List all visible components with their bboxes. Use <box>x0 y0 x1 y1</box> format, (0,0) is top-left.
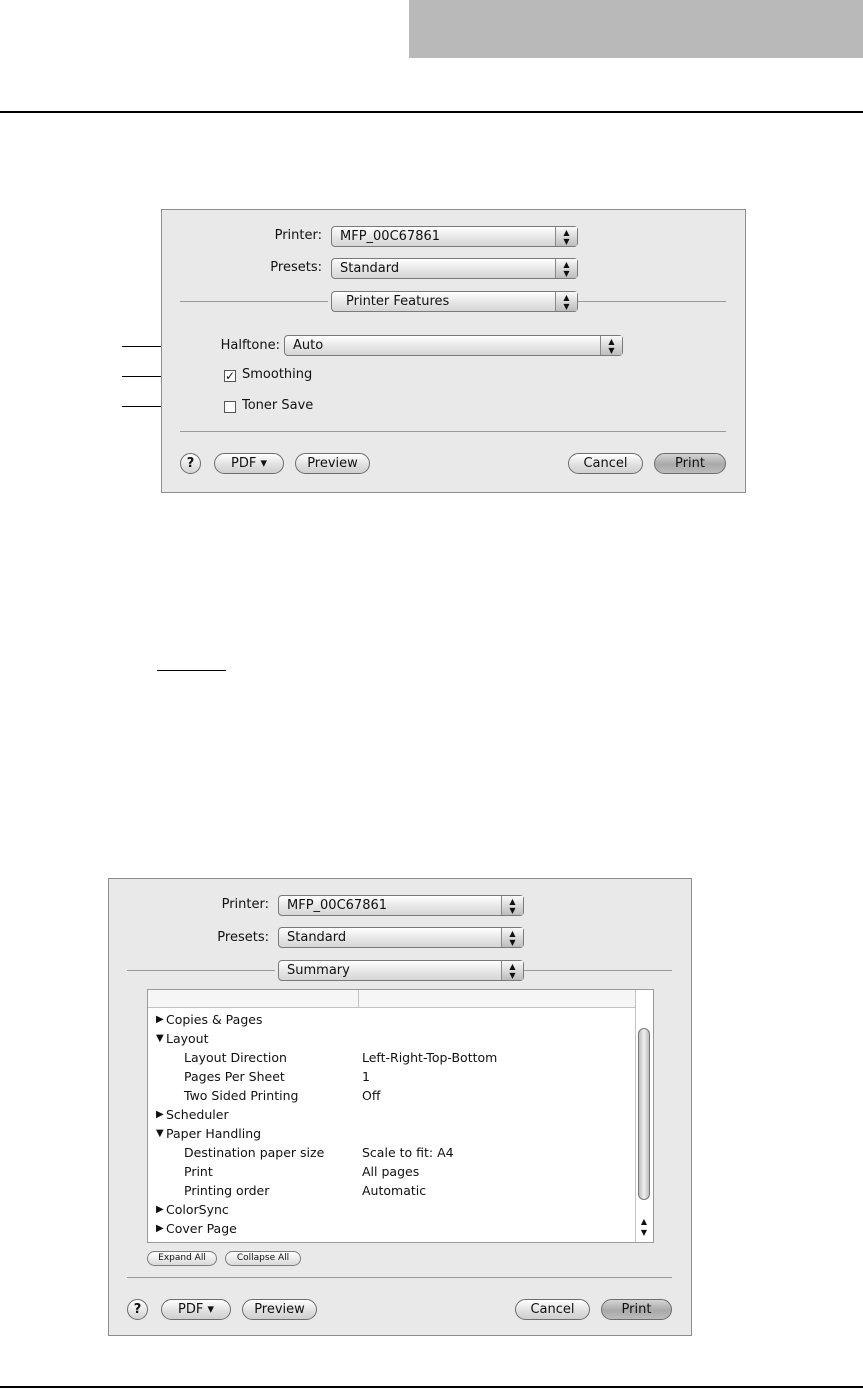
summary-row-label: Print <box>184 1164 213 1179</box>
summary-row-value: All pages <box>362 1164 420 1179</box>
summary-row-value: Automatic <box>362 1183 427 1198</box>
summary-row-label: Scheduler <box>166 1107 229 1122</box>
summary-row-value: Left-Right-Top-Bottom <box>362 1050 498 1065</box>
smoothing-label: Smoothing <box>242 367 313 382</box>
toner-save-label: Toner Save <box>242 398 314 413</box>
separator-left <box>127 970 275 971</box>
summary-row-label: Paper Handling <box>166 1126 262 1141</box>
separator-left <box>180 301 328 302</box>
list-item <box>148 1143 635 1162</box>
halftone-label: Halftone: <box>220 338 280 353</box>
short-underline <box>157 670 226 671</box>
list-item[interactable] <box>148 1219 635 1238</box>
list-header <box>148 990 635 1008</box>
disclosure-collapsed-icon[interactable]: ▶ <box>156 1204 164 1215</box>
separator-right <box>578 301 726 302</box>
summary-rows <box>148 1010 635 1242</box>
disclosure-collapsed-icon[interactable]: ▶ <box>156 1223 164 1234</box>
disclosure-expanded-icon[interactable]: ▼ <box>156 1128 164 1139</box>
panel-popup[interactable] <box>331 291 578 312</box>
list-item <box>148 1086 635 1105</box>
scrollbar-track-edge <box>635 990 636 1242</box>
printer-value: MFP_00C67861 <box>287 898 388 913</box>
summary-row-value: Scale to fit: A4 <box>362 1145 454 1160</box>
bottom-separator <box>127 1277 672 1278</box>
summary-row-label: Layout <box>166 1031 209 1046</box>
summary-row-label: Layout Direction <box>184 1050 287 1065</box>
panel-value: Printer Features <box>346 294 450 309</box>
top-rule <box>0 111 863 113</box>
cancel-button[interactable]: Cancel <box>515 1299 590 1320</box>
popup-arrows-icon: ▲ ▼ <box>555 292 577 311</box>
disclosure-collapsed-icon[interactable]: ▶ <box>156 1014 164 1025</box>
disclosure-expanded-icon[interactable]: ▼ <box>156 1033 164 1044</box>
list-item[interactable] <box>148 1029 635 1048</box>
popup-arrows-icon: ▲ ▼ <box>555 227 577 246</box>
print-button[interactable]: Print <box>654 453 726 474</box>
list-item <box>148 1181 635 1200</box>
print-dialog-printer-features <box>161 209 746 493</box>
summary-row-label: Copies & Pages <box>166 1012 263 1027</box>
list-item[interactable] <box>148 1105 635 1124</box>
summary-row-label: Destination paper size <box>184 1145 325 1160</box>
separator-right <box>524 970 672 971</box>
summary-row-value: Off <box>362 1088 381 1103</box>
summary-row-label: ColorSync <box>166 1202 229 1217</box>
page-header-bar <box>409 0 863 58</box>
summary-row-label: Two Sided Printing <box>184 1088 299 1103</box>
expand-all-button[interactable]: Expand All <box>147 1251 217 1266</box>
scrollbar-thumb[interactable] <box>638 1028 650 1200</box>
printer-popup[interactable] <box>278 895 524 916</box>
preview-button[interactable]: Preview <box>242 1299 317 1320</box>
bottom-separator <box>180 431 726 432</box>
list-item <box>148 1067 635 1086</box>
presets-popup[interactable] <box>278 927 524 948</box>
presets-value: Standard <box>340 261 400 276</box>
pdf-button[interactable]: PDF ▾ <box>161 1299 231 1320</box>
popup-arrows-icon: ▲ ▼ <box>555 259 577 278</box>
presets-label: Presets: <box>217 930 269 945</box>
presets-value: Standard <box>287 930 347 945</box>
list-item <box>148 1162 635 1181</box>
halftone-value: Auto <box>293 338 324 353</box>
popup-arrows-icon: ▲ ▼ <box>501 961 523 980</box>
list-item[interactable] <box>148 1010 635 1029</box>
toner-save-checkbox[interactable] <box>224 401 236 413</box>
popup-arrows-icon: ▲ ▼ <box>600 336 622 355</box>
popup-arrows-icon: ▲ ▼ <box>501 896 523 915</box>
printer-value: MFP_00C67861 <box>340 229 441 244</box>
panel-value: Summary <box>287 963 350 978</box>
panel-popup[interactable] <box>278 960 524 981</box>
help-icon[interactable]: ? <box>127 1299 148 1320</box>
disclosure-collapsed-icon[interactable]: ▶ <box>156 1109 164 1120</box>
printer-popup[interactable] <box>331 226 578 247</box>
summary-row-label: Printing order <box>184 1183 270 1198</box>
summary-list <box>147 989 654 1243</box>
bottom-rule <box>0 1386 863 1388</box>
presets-popup[interactable] <box>331 258 578 279</box>
cancel-button[interactable]: Cancel <box>568 453 643 474</box>
list-item <box>148 1048 635 1067</box>
scroll-arrows-icon[interactable]: ▲ ▼ <box>640 1217 648 1237</box>
popup-arrows-icon: ▲ ▼ <box>501 928 523 947</box>
list-item[interactable] <box>148 1124 635 1143</box>
printer-label: Printer: <box>221 897 269 912</box>
summary-row-label: Pages Per Sheet <box>184 1069 285 1084</box>
halftone-popup[interactable] <box>284 335 623 356</box>
summary-row-value: 1 <box>362 1069 370 1084</box>
smoothing-checkbox[interactable]: ✓ <box>225 369 236 383</box>
printer-label: Printer: <box>274 228 322 243</box>
summary-row-label: Cover Page <box>166 1221 237 1236</box>
help-icon[interactable]: ? <box>180 453 201 474</box>
preview-button[interactable]: Preview <box>295 453 370 474</box>
print-dialog-summary <box>108 878 692 1336</box>
print-button[interactable]: Print <box>601 1299 672 1320</box>
pdf-button[interactable]: PDF ▾ <box>214 453 284 474</box>
collapse-all-button[interactable]: Collapse All <box>225 1251 301 1266</box>
presets-label: Presets: <box>270 260 322 275</box>
list-item[interactable] <box>148 1200 635 1219</box>
column-divider <box>358 990 359 1007</box>
